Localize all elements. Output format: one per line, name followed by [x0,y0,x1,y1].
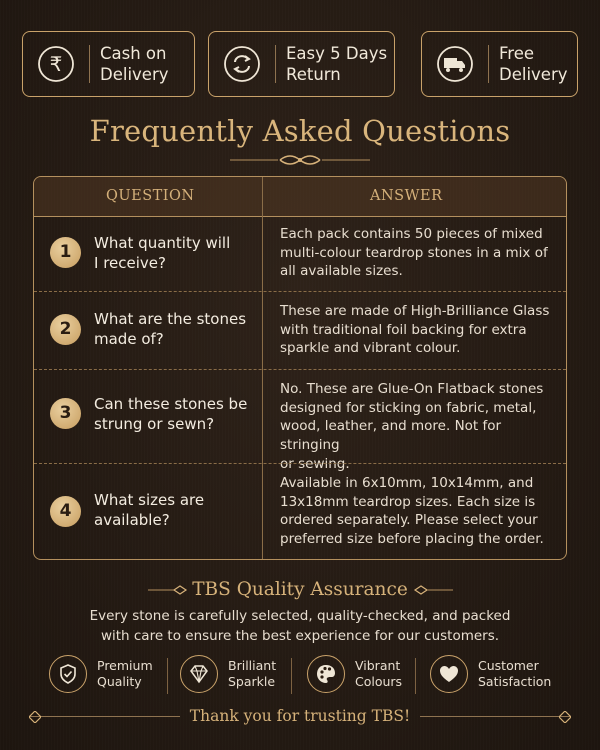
quality-assurance-title: TBS Quality Assurance [192,579,408,600]
divider-right [420,716,570,717]
rupee-icon [23,45,89,83]
badge-easy-return [208,31,395,97]
quality-assurance-text: Every stone is carefully selected, quality-checked, and packed with care to ensure the best experience for our customers. [89,608,511,644]
badge-label: Cash on [100,44,167,63]
row-number-badge: 4 [50,496,81,527]
feature-label: Premium [97,658,153,673]
faq-row [34,217,566,292]
badge-label: Delivery [499,65,568,84]
ornament-right [413,585,453,595]
feature-label: Vibrant [355,658,401,673]
row-number-badge: 2 [50,314,81,345]
shield-check-icon [49,655,87,693]
feature-label: Sparkle [228,674,276,689]
badge-cash-on-delivery [22,31,195,97]
feature-label: Quality [97,674,142,689]
feature-label: Colours [355,674,403,689]
question-text: What sizes are available? [94,491,205,529]
feature-label: Brilliant [228,658,277,673]
question-text: Can these stones be strung or sewn? [94,395,248,433]
thank-you-message: Thank you for trusting TBS! [189,707,411,725]
question-text: What quantity will I receive? [94,234,231,272]
column-header-question: QUESTION [106,188,195,204]
row-number-badge: 1 [50,237,81,268]
faq-table-header [34,177,566,217]
answer-text: Available in 6x10mm, 10x14mm, and 13x18mm teardrop sizes. Each size is ordered separately. Please select your preferred size before placing the order. [280,475,544,548]
heart-icon [430,655,468,693]
feature-brilliant-sparkle [180,655,276,693]
palette-icon [307,655,345,693]
return-icon [209,45,275,83]
column-header-answer: ANSWER [370,188,443,204]
faq-row [34,464,566,559]
page-title: Frequently Asked Questions [89,114,511,148]
badge-bar [22,31,578,97]
feature-premium-quality [49,655,153,693]
badge-label: Delivery [100,65,169,84]
feature-label: Satisfaction [478,674,552,689]
answer-text: These are made of High-Brilliance Glass with traditional foil backing for extra sparkle and vibrant colour. [280,303,550,357]
flourish-ornament [230,152,370,168]
row-number-badge: 3 [50,398,81,429]
svg-text:₹: ₹ [49,52,63,76]
truck-icon [422,45,488,83]
diamond-icon [180,655,218,693]
features-row [45,655,565,699]
feature-vibrant-colours [307,655,402,693]
badge-free-delivery [421,31,578,97]
faq-row [34,370,566,472]
badge-label: Easy 5 Days [286,44,388,63]
badge-label: Return [286,65,341,84]
badge-label: Free [499,44,535,63]
faq-table [33,176,567,560]
answer-text: Each pack contains 50 pieces of mixed multi-colour teardrop stones in a mix of all available sizes. [280,226,548,280]
answer-text: No. These are Glue-On Flatback stones designed for sticking on fabric, metal, wood, leather, and more. Not for stringing or sewing. [280,381,544,472]
faq-row [34,292,566,370]
question-text: What are the stones made of? [94,310,247,348]
feature-customer-satisfaction [430,655,551,693]
ornament-diamond-right [559,711,571,723]
feature-label: Customer [478,658,539,673]
